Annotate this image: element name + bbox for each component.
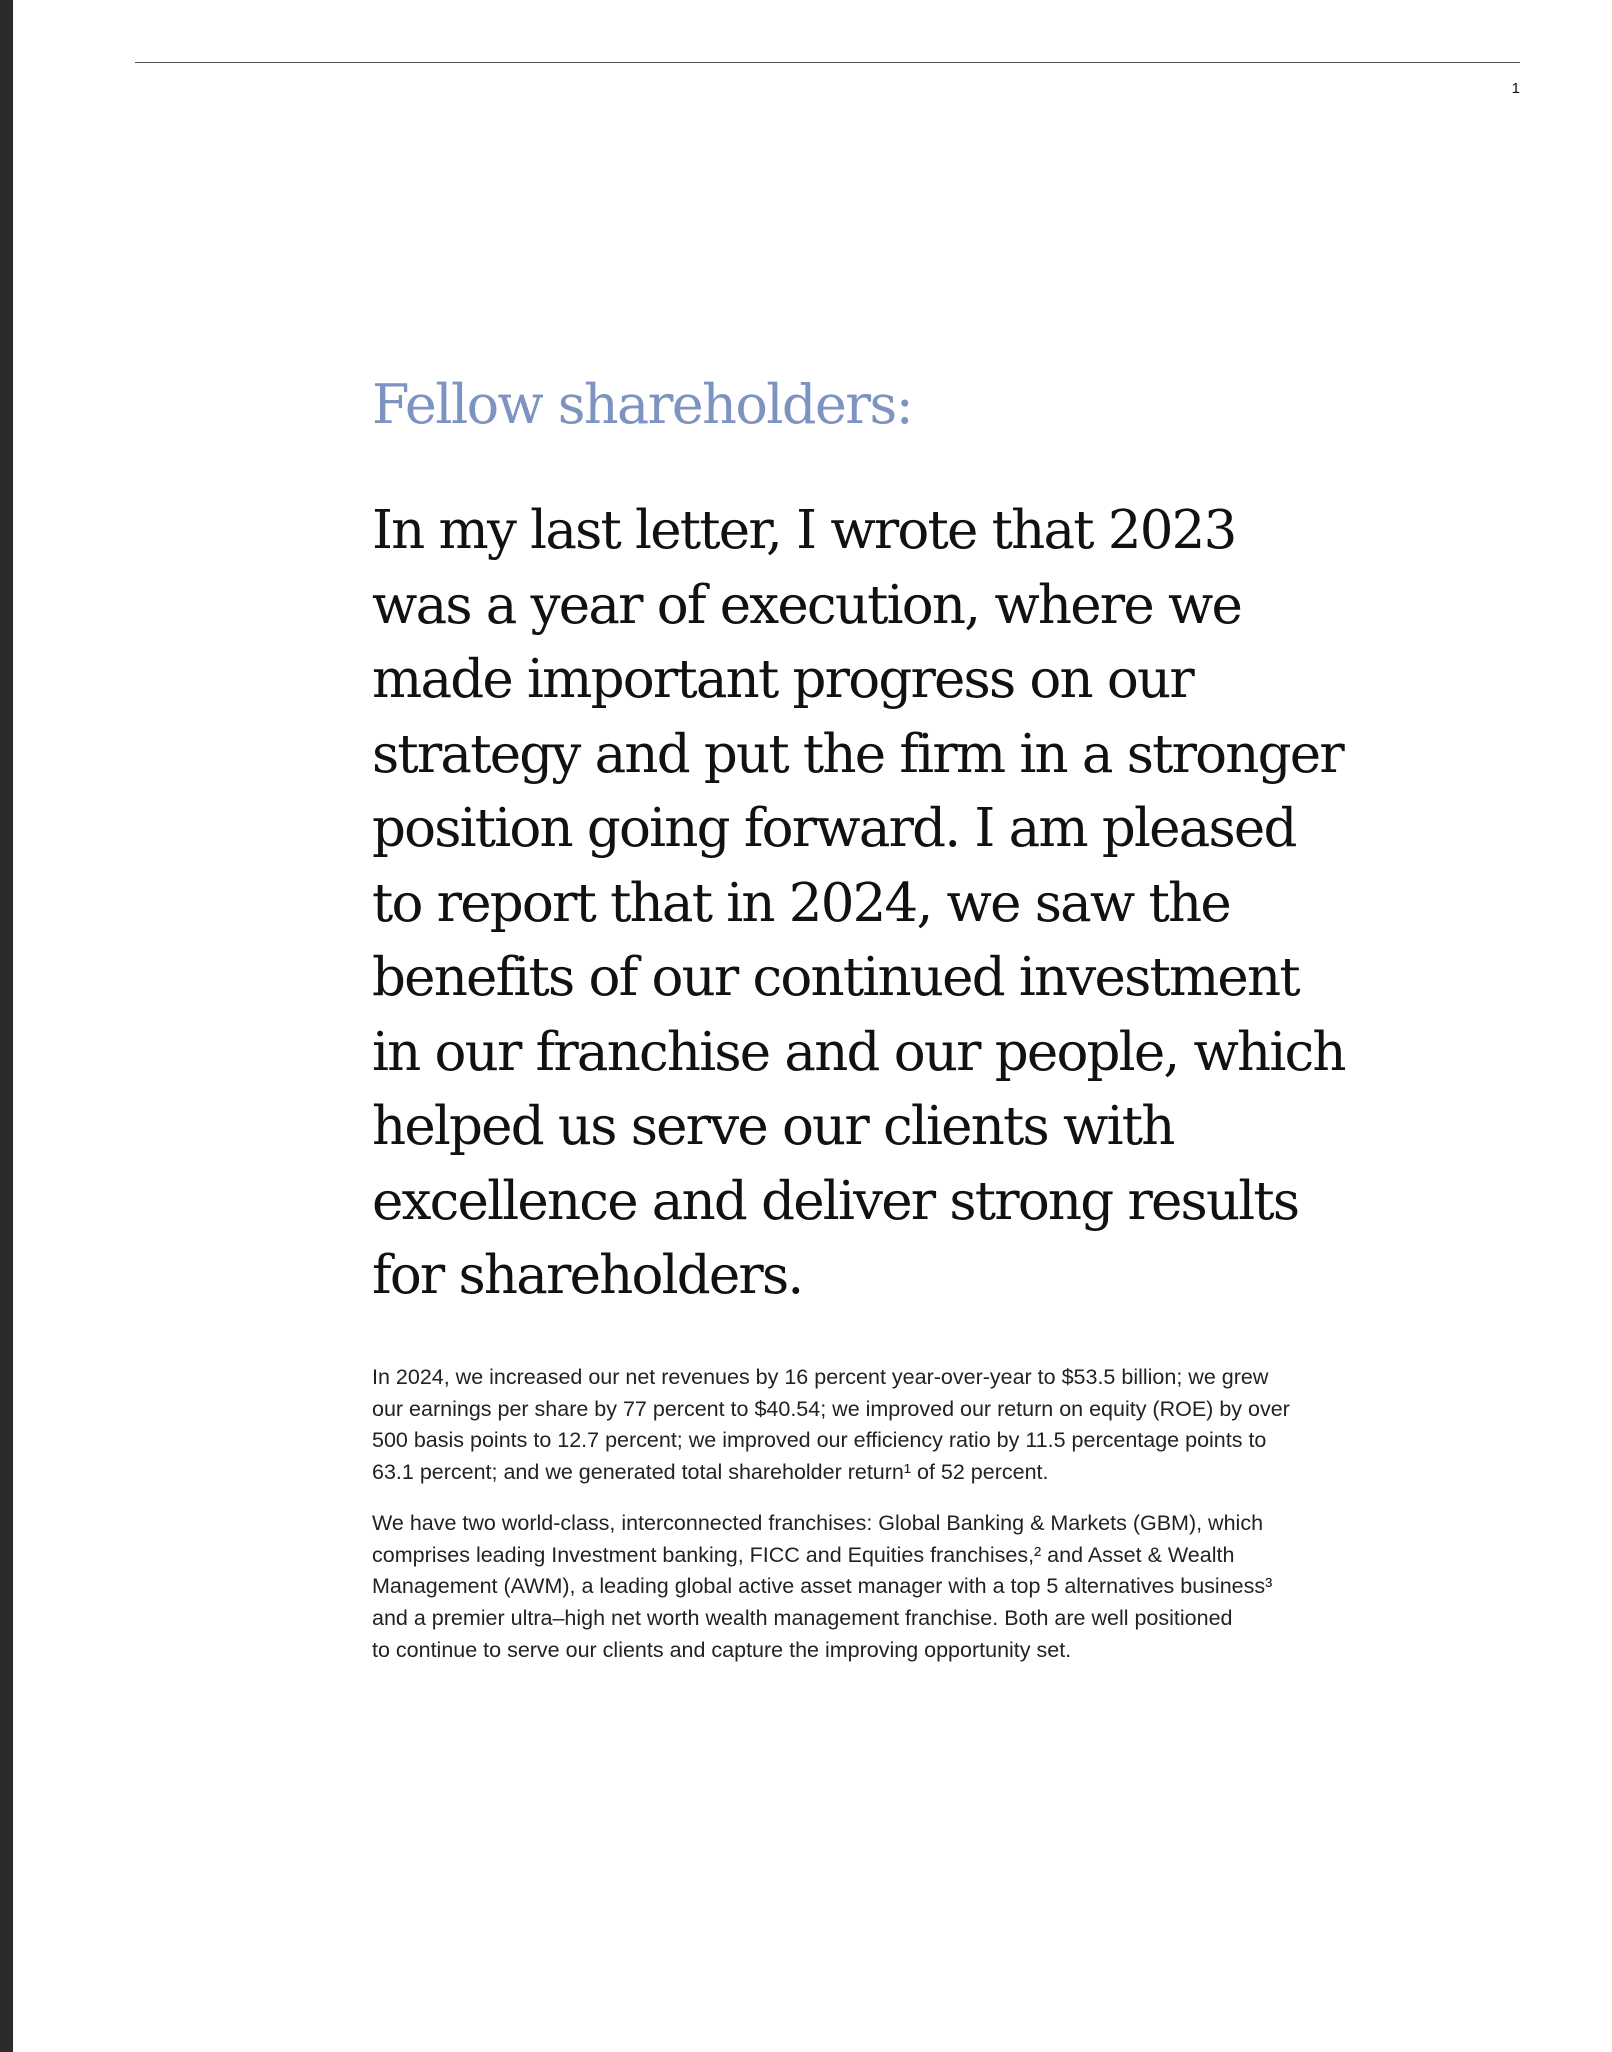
paragraph-line: 500 basis points to 12.7 percent; we improved our efficiency ratio by 11.5 percentage points to bbox=[372, 1428, 1267, 1453]
paragraph-line: Management (AWM), a leading global active asset manager with a top 5 alternatives business³ bbox=[372, 1574, 1273, 1599]
paragraph-line: In 2024, we increased our net revenues by 16 percent year-over-year to $53.5 billion; we grew bbox=[372, 1365, 1269, 1389]
lead-paragraph bbox=[372, 494, 1345, 1314]
paragraph-line: to continue to serve our clients and capture the improving opportunity set. bbox=[372, 1637, 1072, 1662]
paragraph-line: 63.1 percent; and we generated total shareholder return¹ of 52 percent. bbox=[372, 1460, 1049, 1485]
lead-line: position going forward. I am pleased bbox=[372, 798, 1296, 859]
lead-line: benefits of our continued investment bbox=[372, 947, 1299, 1008]
header-rule bbox=[135, 62, 1520, 63]
page-number: 1 bbox=[1511, 80, 1520, 97]
lead-line: in our franchise and our people, which bbox=[372, 1021, 1345, 1083]
lead-line: helped us serve our clients with bbox=[372, 1096, 1174, 1157]
lead-line: excellence and deliver strong results bbox=[372, 1170, 1299, 1232]
lead-line: to report that in 2024, we saw the bbox=[372, 872, 1230, 934]
lead-line: strategy and put the firm in a stronger bbox=[372, 723, 1343, 785]
lead-line: was a year of execution, where we bbox=[372, 574, 1242, 636]
paragraph-line: and a premier ultra–high net worth wealth management franchise. Both are well positioned bbox=[372, 1606, 1233, 1631]
lead-line: for shareholders. bbox=[372, 1245, 803, 1306]
lead-line: made important progress on our bbox=[372, 649, 1193, 710]
paragraph-line: our earnings per share by 77 percent to $40.54; we improved our return on equity (ROE) by over bbox=[372, 1396, 1290, 1421]
salutation-heading: Fellow shareholders: bbox=[372, 373, 913, 436]
results-paragraph bbox=[372, 1362, 1387, 1489]
franchises-paragraph bbox=[372, 1508, 1387, 1667]
paragraph-line: We have two world-class, interconnected franchises: Global Banking & Markets (GBM), which bbox=[372, 1511, 1264, 1535]
paragraph-line: comprises leading Investment banking, FICC and Equities franchises,² and Asset & Wealth bbox=[372, 1542, 1235, 1567]
lead-line: In my last letter, I wrote that 2023 bbox=[372, 500, 1236, 561]
document-page bbox=[13, 0, 1612, 2052]
